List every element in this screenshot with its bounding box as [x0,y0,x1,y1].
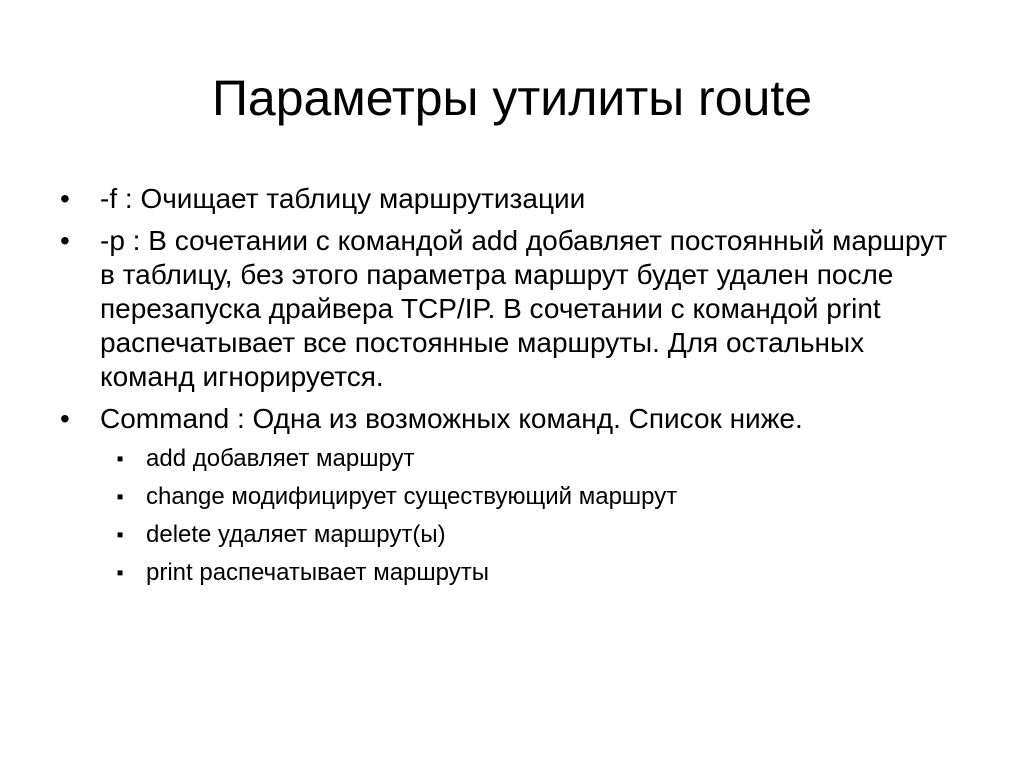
sub-bullet-text: change модифицирует существующий маршрут [146,483,678,510]
square-bullet-icon: ▪ [116,486,124,508]
bullet-icon: • [60,403,70,434]
sub-bullet-item [60,482,920,512]
square-bullet-icon: ▪ [116,562,124,584]
square-bullet-icon: ▪ [116,524,124,546]
sub-bullet-item [60,558,920,588]
slide-title: Параметры утилиты route [211,70,813,126]
square-bullet-icon: ▪ [116,448,124,470]
bullet-text: -p : В сочетании с командой add добавляет постоянный маршрут в таблицу, без этого параметра маршрут будет удален после перезапуска драйвера TCP/IP. В сочетании с командой print распечатывает все постоянные маршруты. Для остальных команд игнорируется. [100,225,948,392]
sub-bullet-text: add добавляет маршрут [146,445,415,472]
bullet-item [60,402,960,588]
bullet-text: -f : Очищает таблицу маршрутизации [100,183,586,214]
bullet-list [60,182,960,596]
bullet-icon: • [60,183,70,214]
sub-bullet-item [60,444,920,474]
sub-bullet-list [100,444,960,588]
sub-bullet-text: print распечатывает маршруты [146,559,489,586]
bullet-text: Command : Одна из возможных команд. Список ниже. [100,403,803,434]
sub-bullet-item [60,520,920,550]
sub-bullet-text: delete удаляет маршрут(ы) [146,521,446,548]
bullet-item [60,224,960,394]
bullet-item [60,182,960,216]
bullet-icon: • [60,225,70,256]
